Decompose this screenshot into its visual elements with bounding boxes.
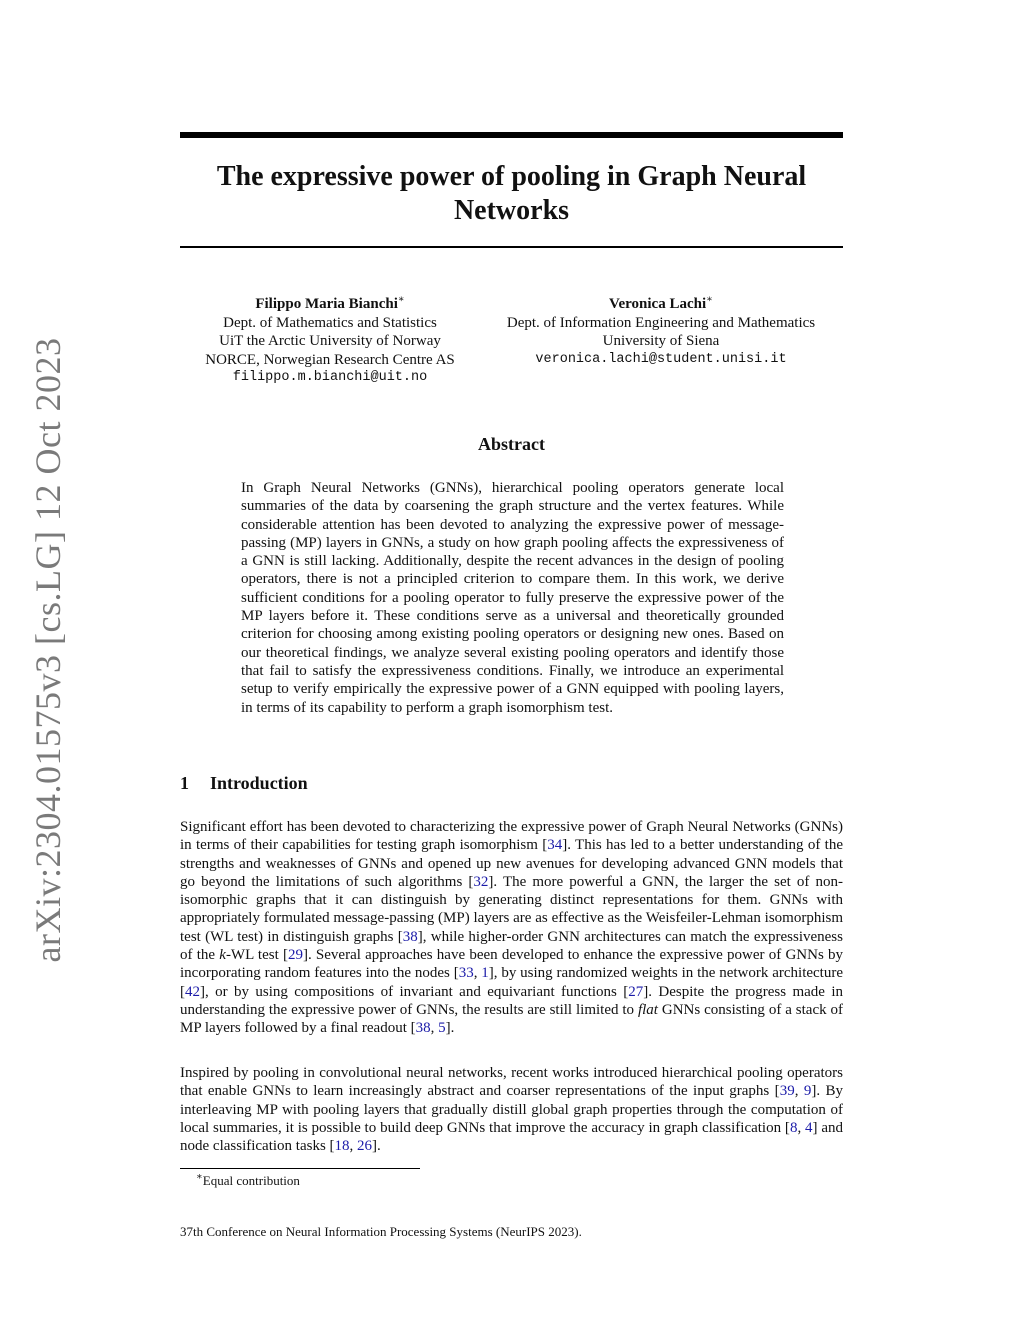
section-title: Introduction [210, 773, 308, 793]
citation-link[interactable]: 4 [805, 1119, 813, 1136]
author-affiliation: NORCE, Norwegian Research Centre AS [205, 351, 455, 368]
author-email: veronica.lachi@student.unisi.it [535, 351, 787, 367]
citation-link[interactable]: 1 [481, 965, 489, 982]
citation-link[interactable]: 38 [415, 1020, 431, 1037]
citation-link[interactable]: 33 [458, 965, 474, 982]
abstract-heading: Abstract [478, 434, 545, 454]
author-name: Veronica Lachi [609, 296, 707, 312]
author-affiliation: Dept. of Information Engineering and Mathematics [506, 314, 816, 331]
author-footnote-mark: ∗ [706, 294, 713, 305]
title-top-rule [180, 132, 843, 138]
citation-link[interactable]: 9 [803, 1083, 812, 1100]
citation-link[interactable]: 5 [438, 1020, 446, 1037]
citation-link[interactable]: 42 [185, 983, 200, 1000]
abstract-text: In Graph Neural Networks (GNNs), hierarchical pooling operators generate local summaries of the data by coarsening the graph structure and the vertex features. While considerable attention has been devoted to analyzing the expressive power of message-passing (MP) layers in GNNs, a study on how graph pooling affects the expressiveness of a GNN is still lacking. Additionally, despite the recent advances in the design of pooling operators, there is not a principled criterion to compare them. In this work, we derive sufficient conditions for a pooling operator to fully preserve the expressive power of the MP layers before it. These conditions serve as a universal and theoretically grounded criterion for choosing among existing pooling operators or designing new ones. Based on our theoretical findings, we analyze several existing pooling operators and identify those that fail to satisfy the expressiveness conditions. Finally, we introduce an experimental setup to verify empirically the expressive power of a GNN equipped with pooling layers, in terms of its capability to perform a graph isomorphism test. [241, 480, 784, 716]
citation-link[interactable]: 26 [357, 1138, 373, 1155]
section-heading [180, 773, 308, 794]
citation-link[interactable]: 39 [779, 1083, 795, 1100]
intro-paragraph-2: Inspired by pooling in convolutional neural networks, recent works introduced hierarchical pooling operators that enable GNNs to learn increasingly abstract and coarser representations of the input graphs [39, 9]. By interleaving MP with pooling layers that gradually distill global graph properties through the computation of local summaries, it is possible to build deep GNNs that improve the accuracy in graph classification [8, 4] and node classification tasks [18, 26]. [180, 1065, 844, 1155]
section-number: 1 [180, 773, 189, 793]
footnote-mark: ∗ [196, 1171, 203, 1183]
author-affiliation: UiT the Arctic University of Norway [219, 333, 441, 349]
citation-link[interactable]: 27 [628, 983, 644, 1000]
paper-title: The expressive power of pooling in Graph Neural Networks [216, 161, 807, 226]
citation-link[interactable]: 29 [287, 947, 303, 964]
citation-link[interactable]: 32 [473, 873, 489, 890]
author-block-2 [482, 295, 840, 369]
author-affiliation: University of Siena [602, 333, 720, 349]
citation-link[interactable]: 8 [789, 1119, 798, 1136]
author-email: filippo.m.bianchi@uit.no [232, 370, 428, 385]
footnote [196, 1173, 300, 1189]
intro-paragraph-1: Significant effort has been devoted to characterizing the expressive power of Graph Neural Networks (GNNs) in terms of their capabilities for testing graph isomorphism [34]. This has led to a better understanding of the strengths and weaknesses of GNNs and opened up new avenues for developing advanced GNN models that go beyond the limitations of such algorithms [32]. The more powerful a GNN, the larger the set of non-isomorphic graphs that it can distinguish by generating distinct representations for them. GNNs with appropriately formulated message-passing (MP) layers are as effective as the Weisfeiler-Lehman isomorphism test (WL test) in distinguish graphs [38], while higher-order GNN architectures can match the expressiveness of the k-WL test [29]. Several approaches have been developed to enhance the expressive power of GNNs by incorporating random features into the nodes [33, 1], by using randomized weights in the network architecture [42], or by using compositions of invariant and equivariant functions [27]. Despite the progress made in understanding the expressive power of GNNs, the results are still limited to flat GNNs consisting of a stack of MP layers followed by a final readout [38, 5]. [180, 819, 844, 1037]
math-k: k [219, 947, 226, 964]
author-name: Filippo Maria Bianchi [255, 296, 398, 312]
emphasis-flat: flat [637, 1001, 658, 1018]
author-affiliation: Dept. of Mathematics and Statistics [223, 314, 437, 331]
arxiv-side-stamp: arXiv:2304.01575v3 [cs.LG] 12 Oct 2023 [28, 337, 68, 963]
author-block-1 [180, 295, 480, 388]
footnote-rule [180, 1168, 420, 1169]
title-bottom-rule [180, 246, 843, 248]
citation-link[interactable]: 34 [547, 837, 563, 854]
citation-link[interactable]: 38 [402, 928, 418, 945]
author-footnote-mark: ∗ [397, 294, 405, 305]
citation-link[interactable]: 18 [334, 1138, 350, 1155]
footnote-text: Equal contribution [202, 1173, 300, 1188]
venue-footer: 37th Conference on Neural Information Processing Systems (NeurIPS 2023). [180, 1224, 582, 1239]
